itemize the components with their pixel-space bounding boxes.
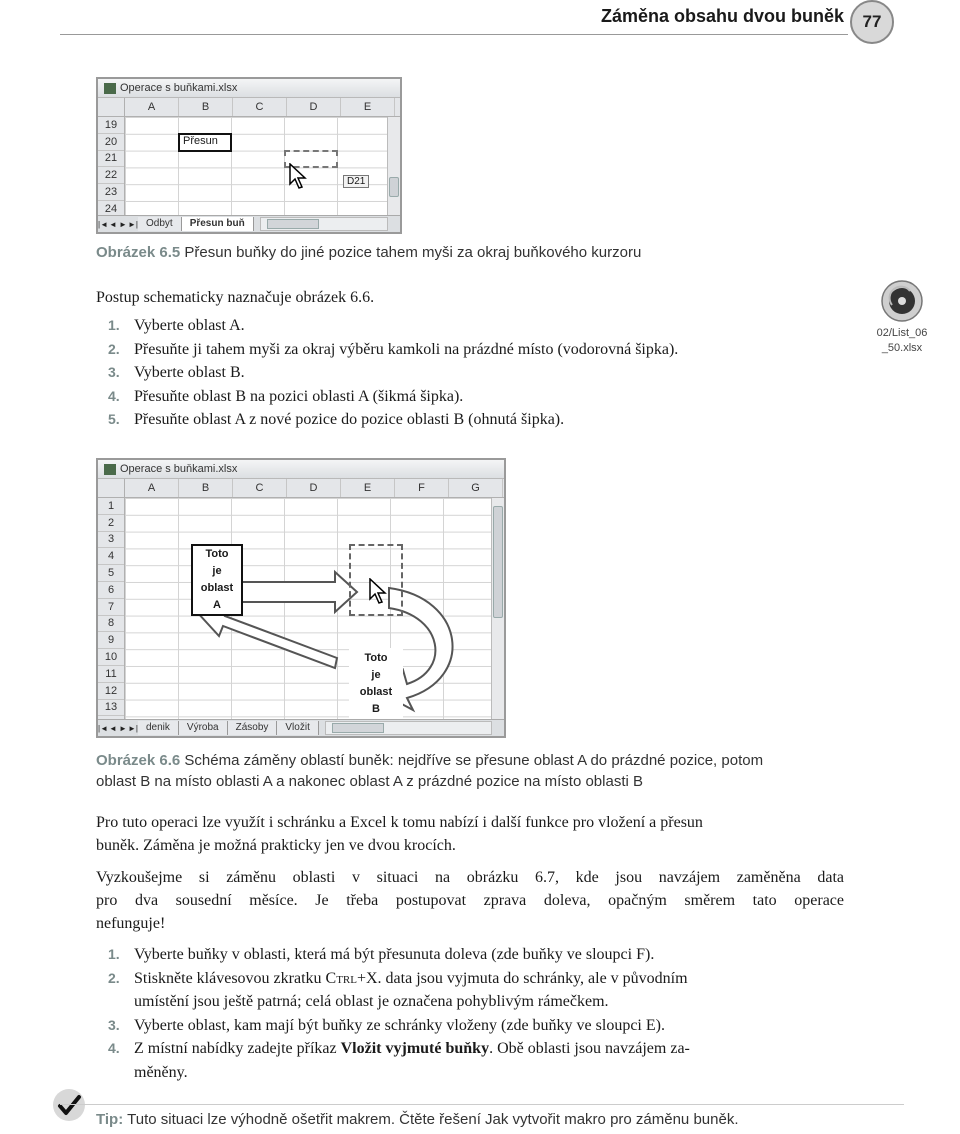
list-item [108,385,678,409]
list-item [108,967,690,1014]
checkmark-icon [52,1088,86,1122]
step-number: 1. [108,317,120,333]
figure-6-6-caption [96,750,763,792]
area-b-label: Toto je oblast B [359,652,393,715]
row-header: 22 [98,167,124,184]
row-header: 13 [98,700,124,717]
caption-label: Obrázek 6.6 [96,752,181,769]
row-header: 8 [98,616,124,633]
sheet-tab-active: Přesun buň [182,217,254,231]
column-header: A [125,479,179,497]
mouse-pointer-icon [289,163,307,189]
step-text: Vyberte oblast A. [134,317,245,334]
row-header: 23 [98,184,124,201]
column-header: F [395,479,449,497]
row-header: 3 [98,532,124,549]
excel-screenshot-figure-6-5 [96,77,402,234]
figure-6-5-caption [96,244,641,261]
cd-disc-icon [880,279,924,323]
area-a-label: Toto je oblast A [200,548,234,611]
column-header: C [233,98,287,116]
sheet-tab: denik [138,721,179,735]
column-headers [98,98,400,117]
caption-label: Obrázek 6.5 [96,244,181,261]
step-number: 2. [108,969,120,986]
horizontal-scrollbar [260,217,388,231]
column-header: D [287,479,341,497]
steps-list-1 [108,314,678,432]
column-header: B [179,479,233,497]
row-header: 2 [98,515,124,532]
caption-text: oblast B na místo oblasti A a nakonec oblast A z prázdné pozice na místo oblasti B [96,773,643,790]
column-header: C [233,479,287,497]
step-text: Přesuňte ji tahem myši za okraj výběru kamkoli na prázdné místo (vodorovná šipka). [134,340,679,358]
excel-app-icon [104,464,116,475]
last-sheet-icon: ►| [128,219,138,229]
page-number: 77 [850,0,894,44]
row-header: 24 [98,201,124,218]
intro-paragraph: Postup schematicky naznačuje obrázek 6.6. [96,289,375,306]
excel-title-bar [98,79,400,98]
first-sheet-icon: |◄ [98,219,108,229]
row-headers [98,117,125,218]
list-item [108,361,678,385]
tip-text: Tuto situaci lze výhodně ošetřit makrem. Čtěte řešení Jak vytvořit makro pro záměnu buněk. [123,1111,739,1128]
row-header: 7 [98,599,124,616]
column-header: A [125,98,179,116]
cd-file-label [870,326,934,356]
next-sheet-icon: ► [119,723,127,733]
tip-note [96,1111,738,1128]
next-sheet-icon: ► [119,219,127,229]
keyboard-key: Ctrl [325,969,357,987]
column-header: D [287,98,341,116]
step-number: 4. [108,1040,120,1056]
list-item [108,408,678,432]
prev-sheet-icon: ◄ [109,723,117,733]
list-item [108,1014,690,1038]
row-header: 21 [98,151,124,168]
cell-grid [125,498,504,722]
column-header: E [341,98,395,116]
command-name: Vložit vyjmuté buňky [340,1040,490,1057]
step-text: Vyberte oblast, kam mají být buňky ze schránky vloženy (zde buňky ve sloupci E). [134,1016,665,1034]
step-text: Vyberte oblast B. [134,364,245,381]
step-text: Z místní nabídky zadejte příkaz Vložit vyjmuté buňky. Obě oblasti jsou navzájem za- měněny. [134,1040,690,1081]
list-item [108,314,678,338]
list-item [108,338,678,362]
tip-rule [60,1104,904,1105]
cd-file-line: _50.xlsx [881,342,923,354]
row-header: 4 [98,548,124,565]
step-text: Vyberte buňky v oblasti, která má být přesunuta doleva (zde buňky ve sloupci F). [134,946,655,963]
step-text: Přesuňte oblast A z nové pozice do pozice oblasti B (ohnutá šipka). [134,411,565,428]
row-header: 11 [98,666,124,683]
caption-text: Schéma záměny oblastí buněk: nejdříve se přesune oblast A do prázdné pozice, potom [180,752,764,769]
sheet-tab: Zásoby [228,721,278,735]
row-header: 9 [98,632,124,649]
cell-value: Přesun [183,135,218,147]
mouse-pointer-icon [369,578,387,604]
excel-window-title: Operace s buňkami.xlsx [120,82,238,94]
row-header: 10 [98,649,124,666]
cell-address-tooltip: D21 [343,175,369,188]
column-header: G [449,479,503,497]
step-number: 5. [108,411,120,427]
sheet-tab: Výroba [179,721,228,735]
step-number: 3. [108,364,120,380]
excel-window-title: Operace s buňkami.xlsx [120,463,238,475]
header-rule [60,34,848,35]
row-header: 6 [98,582,124,599]
horizontal-scrollbar [325,721,492,735]
swap-arrows-diagram [125,498,495,722]
row-header: 5 [98,565,124,582]
last-sheet-icon: ►| [128,723,138,733]
column-headers [98,479,504,498]
step-text: Stiskněte klávesovou zkratku Ctrl+X. data jsou vyjmuta do schránky, ale v původním umístění jsou ještě patrná; celá oblast je označena pohyblivým rámečkem. [134,969,688,1010]
row-header: 20 [98,134,124,151]
caption-text: Přesun buňky do jiné pozice tahem myši za okraj buňkového kurzoru [180,244,642,261]
row-headers [98,498,125,722]
excel-screenshot-figure-6-6 [96,458,506,738]
sheet-tab: Odbyt [138,217,182,231]
list-item [108,1037,690,1084]
running-header-title: Záměna obsahu dvou buněk [600,6,844,26]
column-header: B [179,98,233,116]
excel-app-icon [104,83,116,94]
list-item [108,943,690,967]
step-number: 2. [108,340,120,357]
row-header: 1 [98,498,124,515]
sheet-tab-bar [98,215,400,232]
tip-label: Tip: [96,1111,124,1128]
vertical-scrollbar [491,498,504,722]
column-header: E [341,479,395,497]
prev-sheet-icon: ◄ [109,219,117,229]
row-header: 19 [98,117,124,134]
step-number: 3. [108,1016,120,1033]
horizontal-arrow-icon [233,572,357,612]
step-number: 4. [108,387,120,404]
vertical-scrollbar [387,117,400,218]
excel-title-bar [98,460,504,479]
step-number: 1. [108,946,120,962]
step-text: Přesuňte oblast B na pozici oblasti A (šikmá šipka). [134,387,464,405]
sheet-tab-bar [98,719,504,736]
first-sheet-icon: |◄ [98,723,108,733]
paragraph-clipboard: Pro tuto operaci lze využít i schránku a Excel k tomu nabízí i další funkce pro vložení a přesun buněk. Záměna je možná prakticky jen ve dvou krocích. [96,814,703,854]
paragraph-try-swap: Vyzkoušejme si záměnu oblasti v situaci na obrázku 6.7, kde jsou navzájem zaměněna data pro dva sousední měsíce. Je třeba postupovat zprava doleva, opačným směrem tato operace nefunguje! [96,869,844,932]
row-header: 12 [98,683,124,700]
cd-file-line: 02/List_06 [876,327,928,339]
steps-list-2 [108,943,690,1084]
cell-grid [125,117,400,218]
sheet-tab: Vložit [277,721,318,735]
